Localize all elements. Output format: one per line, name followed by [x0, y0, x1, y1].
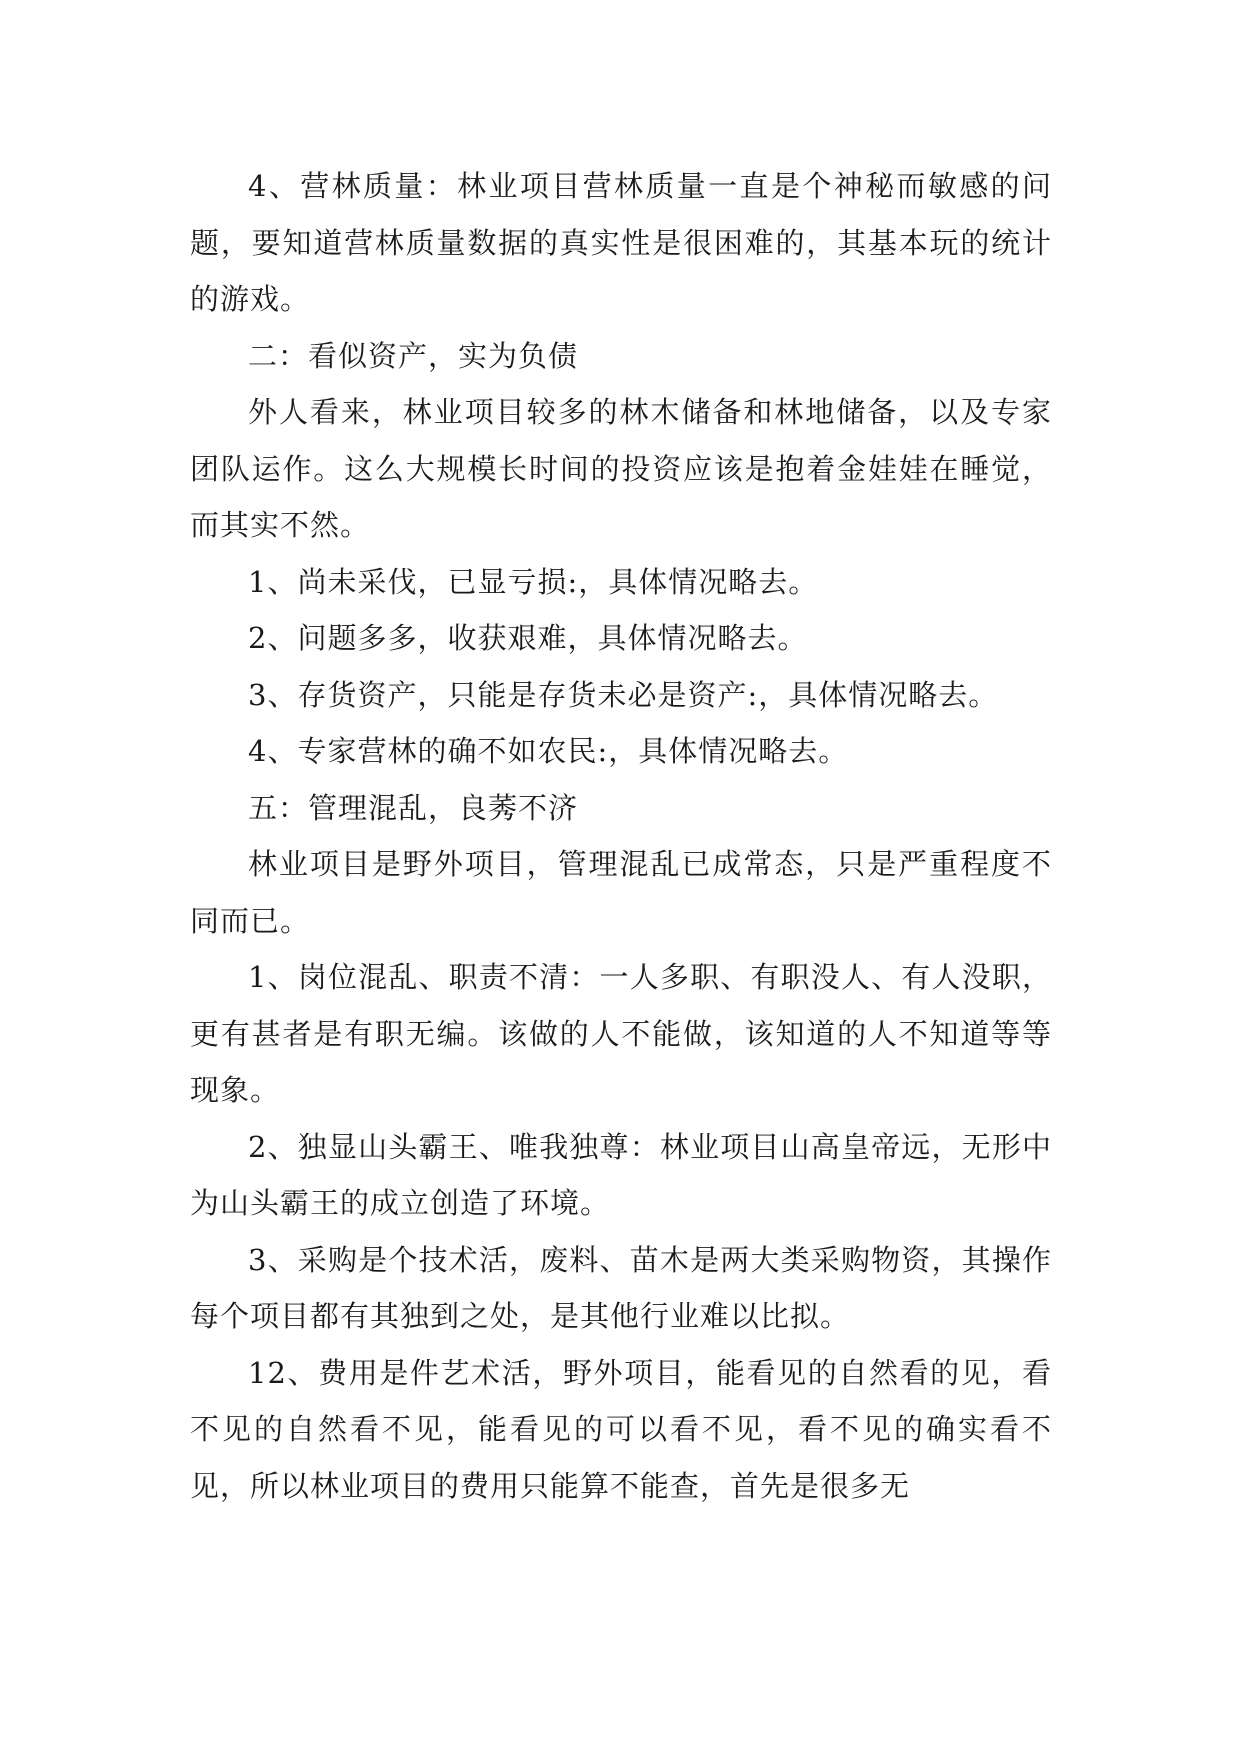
- paragraph-field-project: 林业项目是野外项目，管理混乱已成常态，只是严重程度不同而已。: [190, 847, 1052, 938]
- paragraph-forestry-quality: 4、营林质量：林业项目营林质量一直是个神秘而敏感的问题，要知道营林质量数据的真实性是很困难的，其基本玩的统计的游戏。: [190, 169, 1052, 316]
- list-item-position-chaos: 1、岗位混乱、职责不清：一人多职、有职没人、有人没职，更有甚者是有职无编。该做的人不能做，该知道的人不知道等等现象。: [190, 960, 1052, 1107]
- list-item-expenses: 12、费用是件艺术活，野外项目，能看见的自然看的见，看不见的自然看不见，能看见的可以看不见，看不见的确实看不见，所以林业项目的费用只能算不能查，首先是很多无: [190, 1355, 1052, 1503]
- heading-management-chaos: 五：管理混乱，良莠不济: [248, 790, 579, 825]
- list-item-procurement: 3、采购是个技术活，废料、苗木是两大类采购物资，其操作每个项目都有其独到之处，是其他行业难以比拟。: [190, 1242, 1052, 1333]
- list-item-many-problems: 2、问题多多，收获艰难，具体情况略去。: [248, 621, 808, 655]
- heading-assets-liabilities: 二：看似资产，实为负债: [248, 338, 579, 373]
- document-body: [190, 158, 1052, 1514]
- list-item-inventory-assets: 3、存货资产，只能是存货未必是资产:，具体情况略去。: [248, 677, 999, 712]
- paragraph-outsider-view: 外人看来，林业项目较多的林木储备和林地储备，以及专家团队运作。这么大规模长时间的投资应该是抱着金娃娃在睡觉，而其实不然。: [190, 395, 1052, 542]
- list-item-not-harvested: 1、尚未采伐，已显亏损:，具体情况略去。: [248, 564, 819, 599]
- list-item-expert-forestry: 4、专家营林的确不如农民:，具体情况略去。: [248, 734, 849, 768]
- list-item-mountain-king: 2、独显山头霸王、唯我独尊：林业项目山高皇帝远，无形中为山头霸王的成立创造了环境。: [190, 1129, 1052, 1220]
